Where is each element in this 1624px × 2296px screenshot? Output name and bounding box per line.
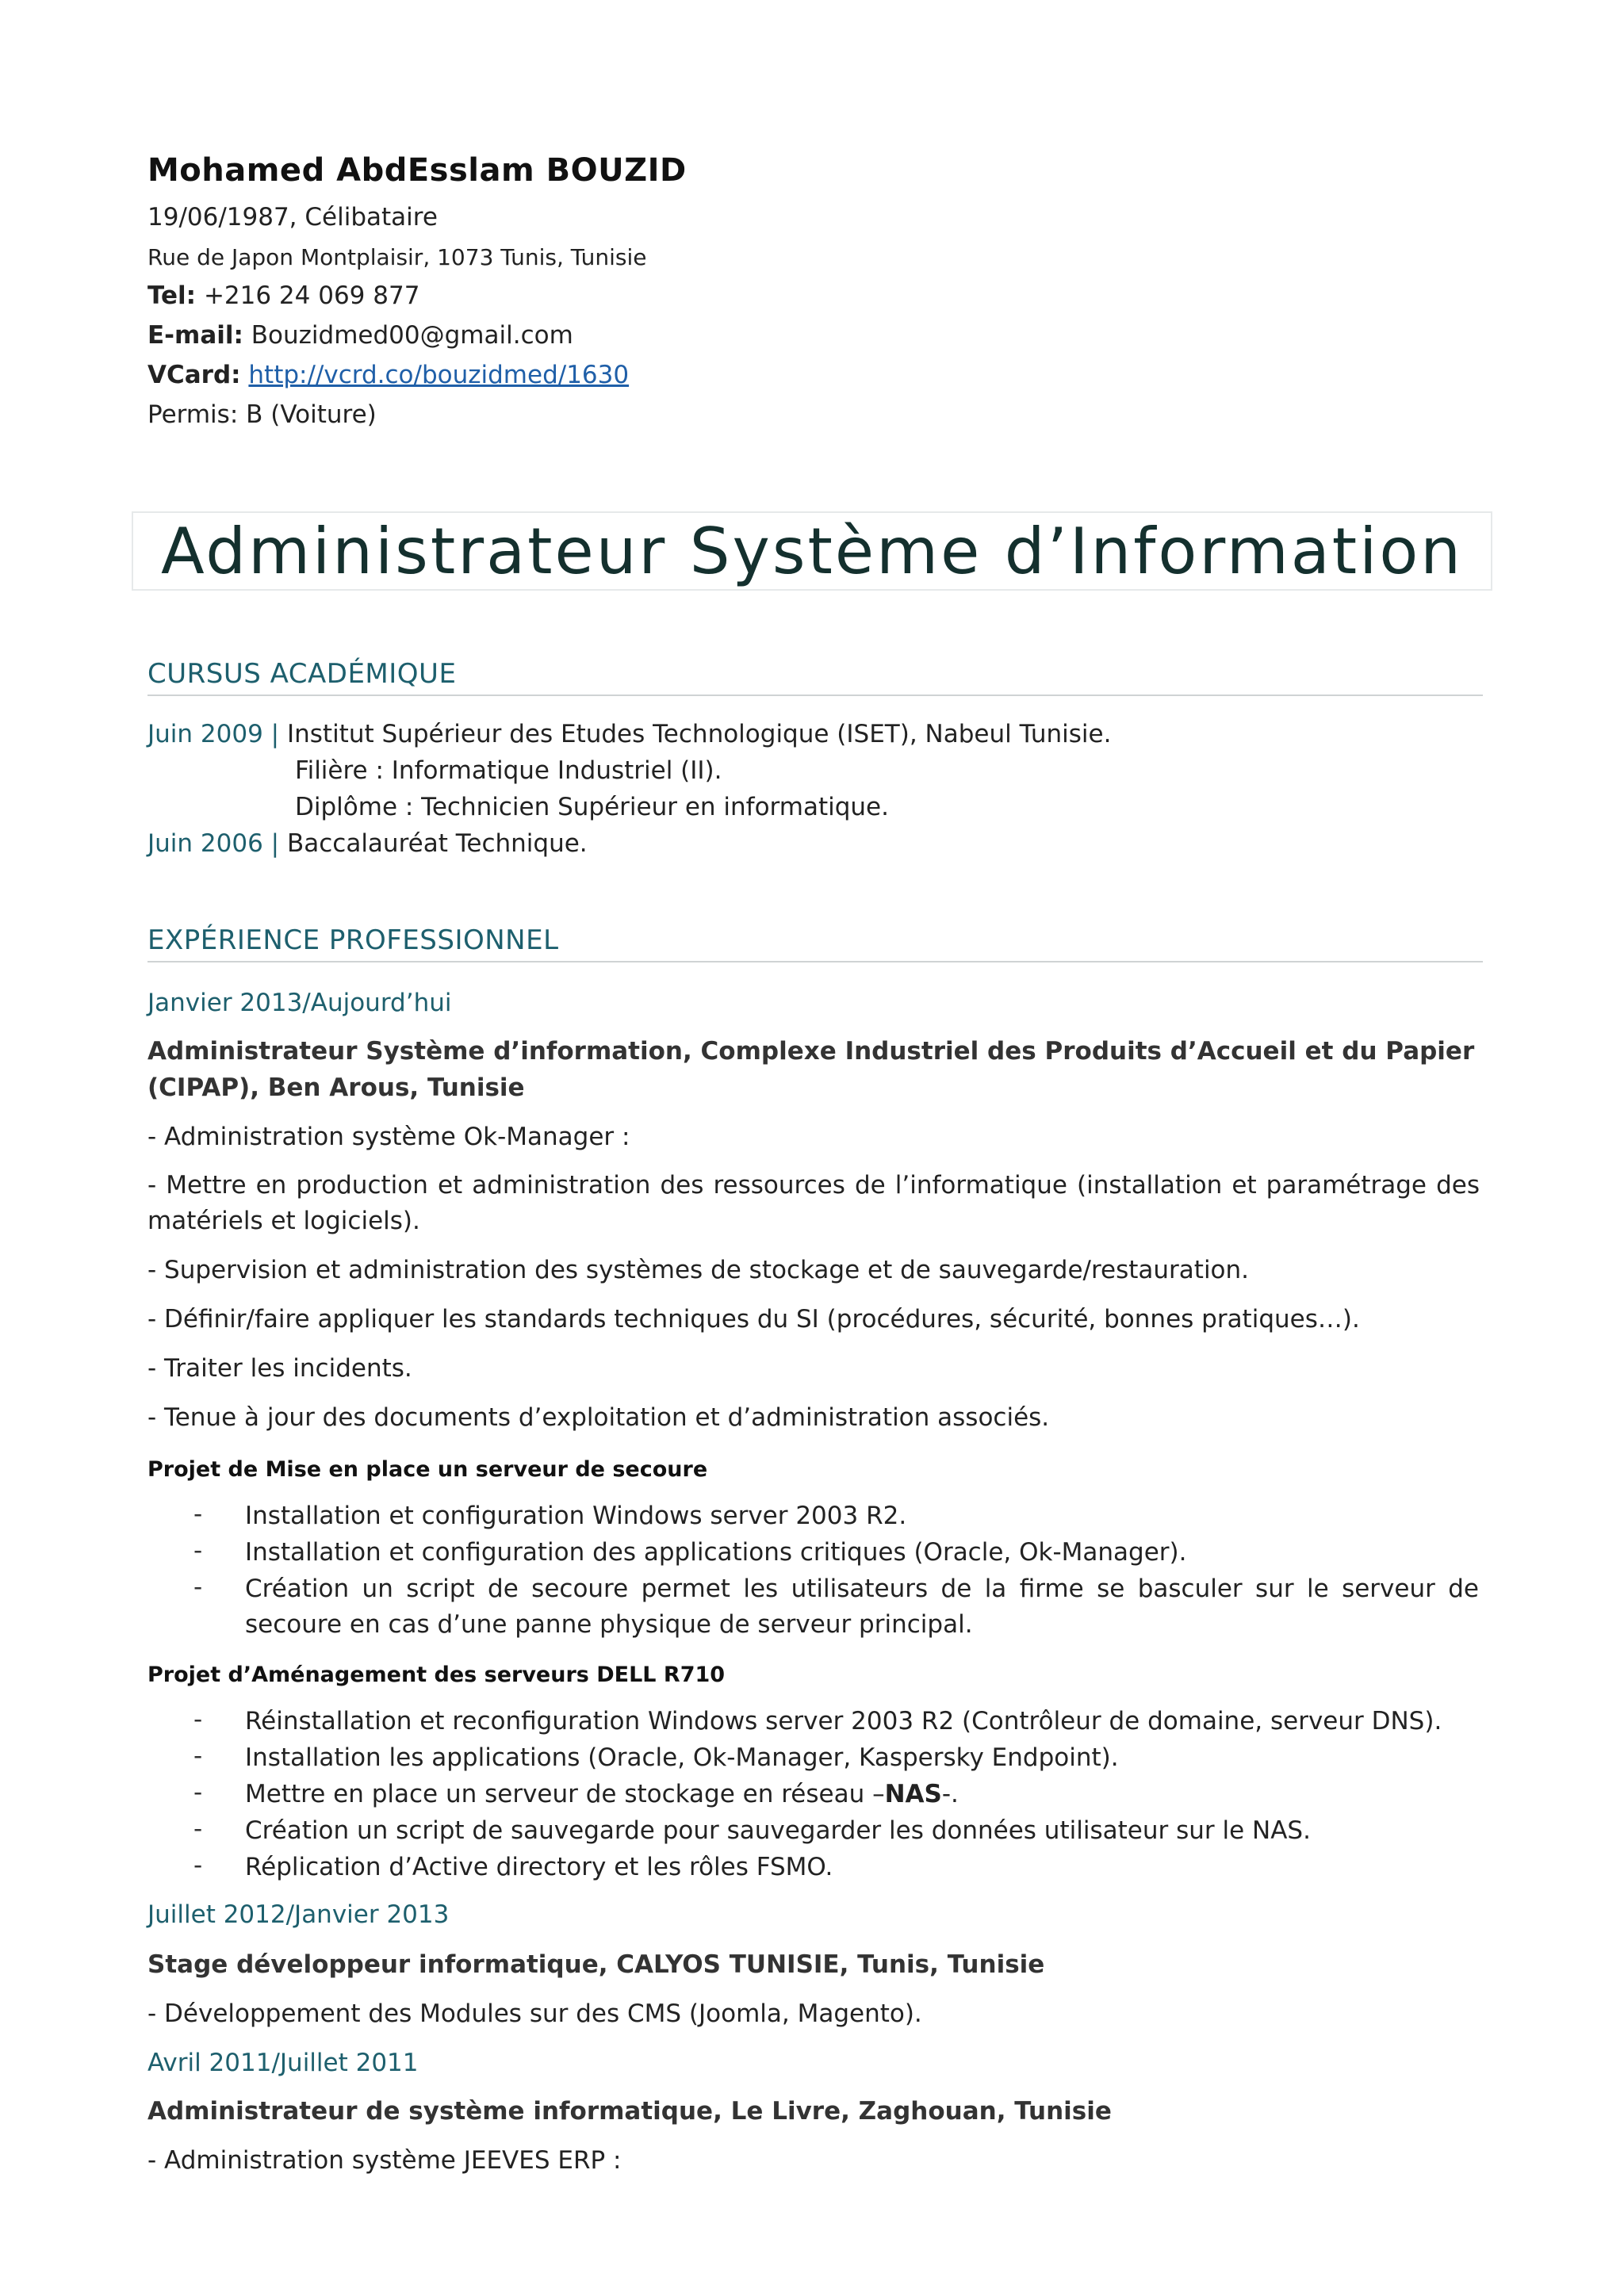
bullet-marker: - xyxy=(193,1536,203,1565)
email-value: Bouzidmed00@gmail.com xyxy=(251,321,573,350)
job-date: Janvier 2013/Aujourd’hui xyxy=(147,989,452,1017)
vcard-line xyxy=(147,361,629,389)
job-title: Administrateur Système d’information, Complexe Industriel des Produits d’Accueil et du Papier (CIPAP), Ben Arous, Tunisie xyxy=(147,1037,1475,1102)
address: Rue de Japon Montplaisir, 1073 Tunis, Tunisie xyxy=(147,244,647,270)
job-title: Administrateur de système informatique, Le Livre, Zaghouan, Tunisie xyxy=(147,2097,1112,2126)
phone-label: Tel: xyxy=(147,281,197,310)
project-item: Installation et configuration Windows server 2003 R2. xyxy=(245,1502,907,1530)
bullet-marker: - xyxy=(193,1500,203,1529)
job-task: - Mettre en production et administration des ressources de l’informatique (installation et paramétrage des matériels et logiciels). xyxy=(147,1171,1480,1235)
email-label: E-mail: xyxy=(147,321,243,350)
education-detail: Filière : Informatique Industriel (II). xyxy=(295,756,722,785)
email-line xyxy=(147,321,573,350)
job-date: Juillet 2012/Janvier 2013 xyxy=(147,1900,450,1929)
job-task: - Développement des Modules sur des CMS (Joomla, Magento). xyxy=(147,1999,922,2028)
driving-permit: Permis: B (Voiture) xyxy=(147,400,377,429)
job-task: - Administration système Ok-Manager : xyxy=(147,1123,630,1151)
phone-line xyxy=(147,281,419,310)
education-detail: Diplôme : Technicien Supérieur en informatique. xyxy=(295,793,889,821)
vcard-link[interactable]: http://vcrd.co/bouzidmed/1630 xyxy=(248,361,630,389)
bullet-marker: - xyxy=(193,1815,203,1843)
job-title: Stage développeur informatique, CALYOS TUNISIE, Tunis, Tunisie xyxy=(147,1950,1045,1979)
job-task: - Définir/faire appliquer les standards techniques du SI (procédures, sécurité, bonnes pratiques…). xyxy=(147,1305,1360,1334)
nas-suffix: -. xyxy=(941,1780,959,1808)
candidate-name: Mohamed AbdEsslam BOUZID xyxy=(147,152,687,189)
education-text: Institut Supérieur des Etudes Technologique (ISET), Nabeul Tunisie. xyxy=(286,720,1112,748)
bullet-marker: - xyxy=(193,1705,203,1734)
job-title-banner: Administrateur Système d’Information xyxy=(132,511,1492,591)
project-title: Projet de Mise en place un serveur de secoure xyxy=(147,1457,708,1482)
job-task: - Traiter les incidents. xyxy=(147,1354,412,1383)
vcard-label: VCard: xyxy=(147,361,241,389)
birth-status: 19/06/1987, Célibataire xyxy=(147,203,438,232)
bullet-marker: - xyxy=(193,1851,203,1880)
project-item-text: Mettre en place un serveur de stockage en réseau – xyxy=(245,1780,885,1808)
education-heading: CURSUS ACADÉMIQUE xyxy=(147,658,1483,696)
job-task: - Administration système JEEVES ERP : xyxy=(147,2146,622,2175)
job-task: - Tenue à jour des documents d’exploitation et d’administration associés. xyxy=(147,1403,1050,1432)
project-item: Création un script de sauvegarde pour sauvegarder les données utilisateur sur le NAS. xyxy=(245,1816,1311,1845)
education-date: Juin 2009 | xyxy=(147,720,280,748)
bullet-marker: - xyxy=(193,1778,203,1807)
education-entry xyxy=(147,720,1111,748)
project-item: Création un script de secoure permet les utilisateurs de la firme se basculer sur le serveur de secoure en cas d’une panne physique de serveur principal. xyxy=(245,1575,1479,1639)
education-date: Juin 2006 | xyxy=(147,829,280,858)
education-text: Baccalauréat Technique. xyxy=(286,829,588,858)
nas-keyword: NAS xyxy=(884,1780,942,1808)
project-item: Installation les applications (Oracle, Ok-Manager, Kaspersky Endpoint). xyxy=(245,1743,1119,1772)
phone-value: +216 24 069 877 xyxy=(203,281,420,310)
experience-heading: EXPÉRIENCE PROFESSIONNEL xyxy=(147,924,1483,962)
job-task: - Supervision et administration des systèmes de stockage et de sauvegarde/restauration. xyxy=(147,1256,1250,1284)
bullet-marker: - xyxy=(193,1573,203,1601)
project-item: Réplication d’Active directory et les rôles FSMO. xyxy=(245,1853,833,1881)
project-item: Réinstallation et reconfiguration Windows server 2003 R2 (Contrôleur de domaine, serveur DNS). xyxy=(245,1707,1442,1735)
bullet-marker: - xyxy=(193,1742,203,1770)
job-date: Avril 2011/Juillet 2011 xyxy=(147,2049,419,2077)
project-title: Projet d’Aménagement des serveurs DELL R710 xyxy=(147,1663,726,1687)
project-item xyxy=(245,1777,1479,1812)
education-entry xyxy=(147,829,588,858)
project-item: Installation et configuration des applications critiques (Oracle, Ok-Manager). xyxy=(245,1538,1187,1567)
